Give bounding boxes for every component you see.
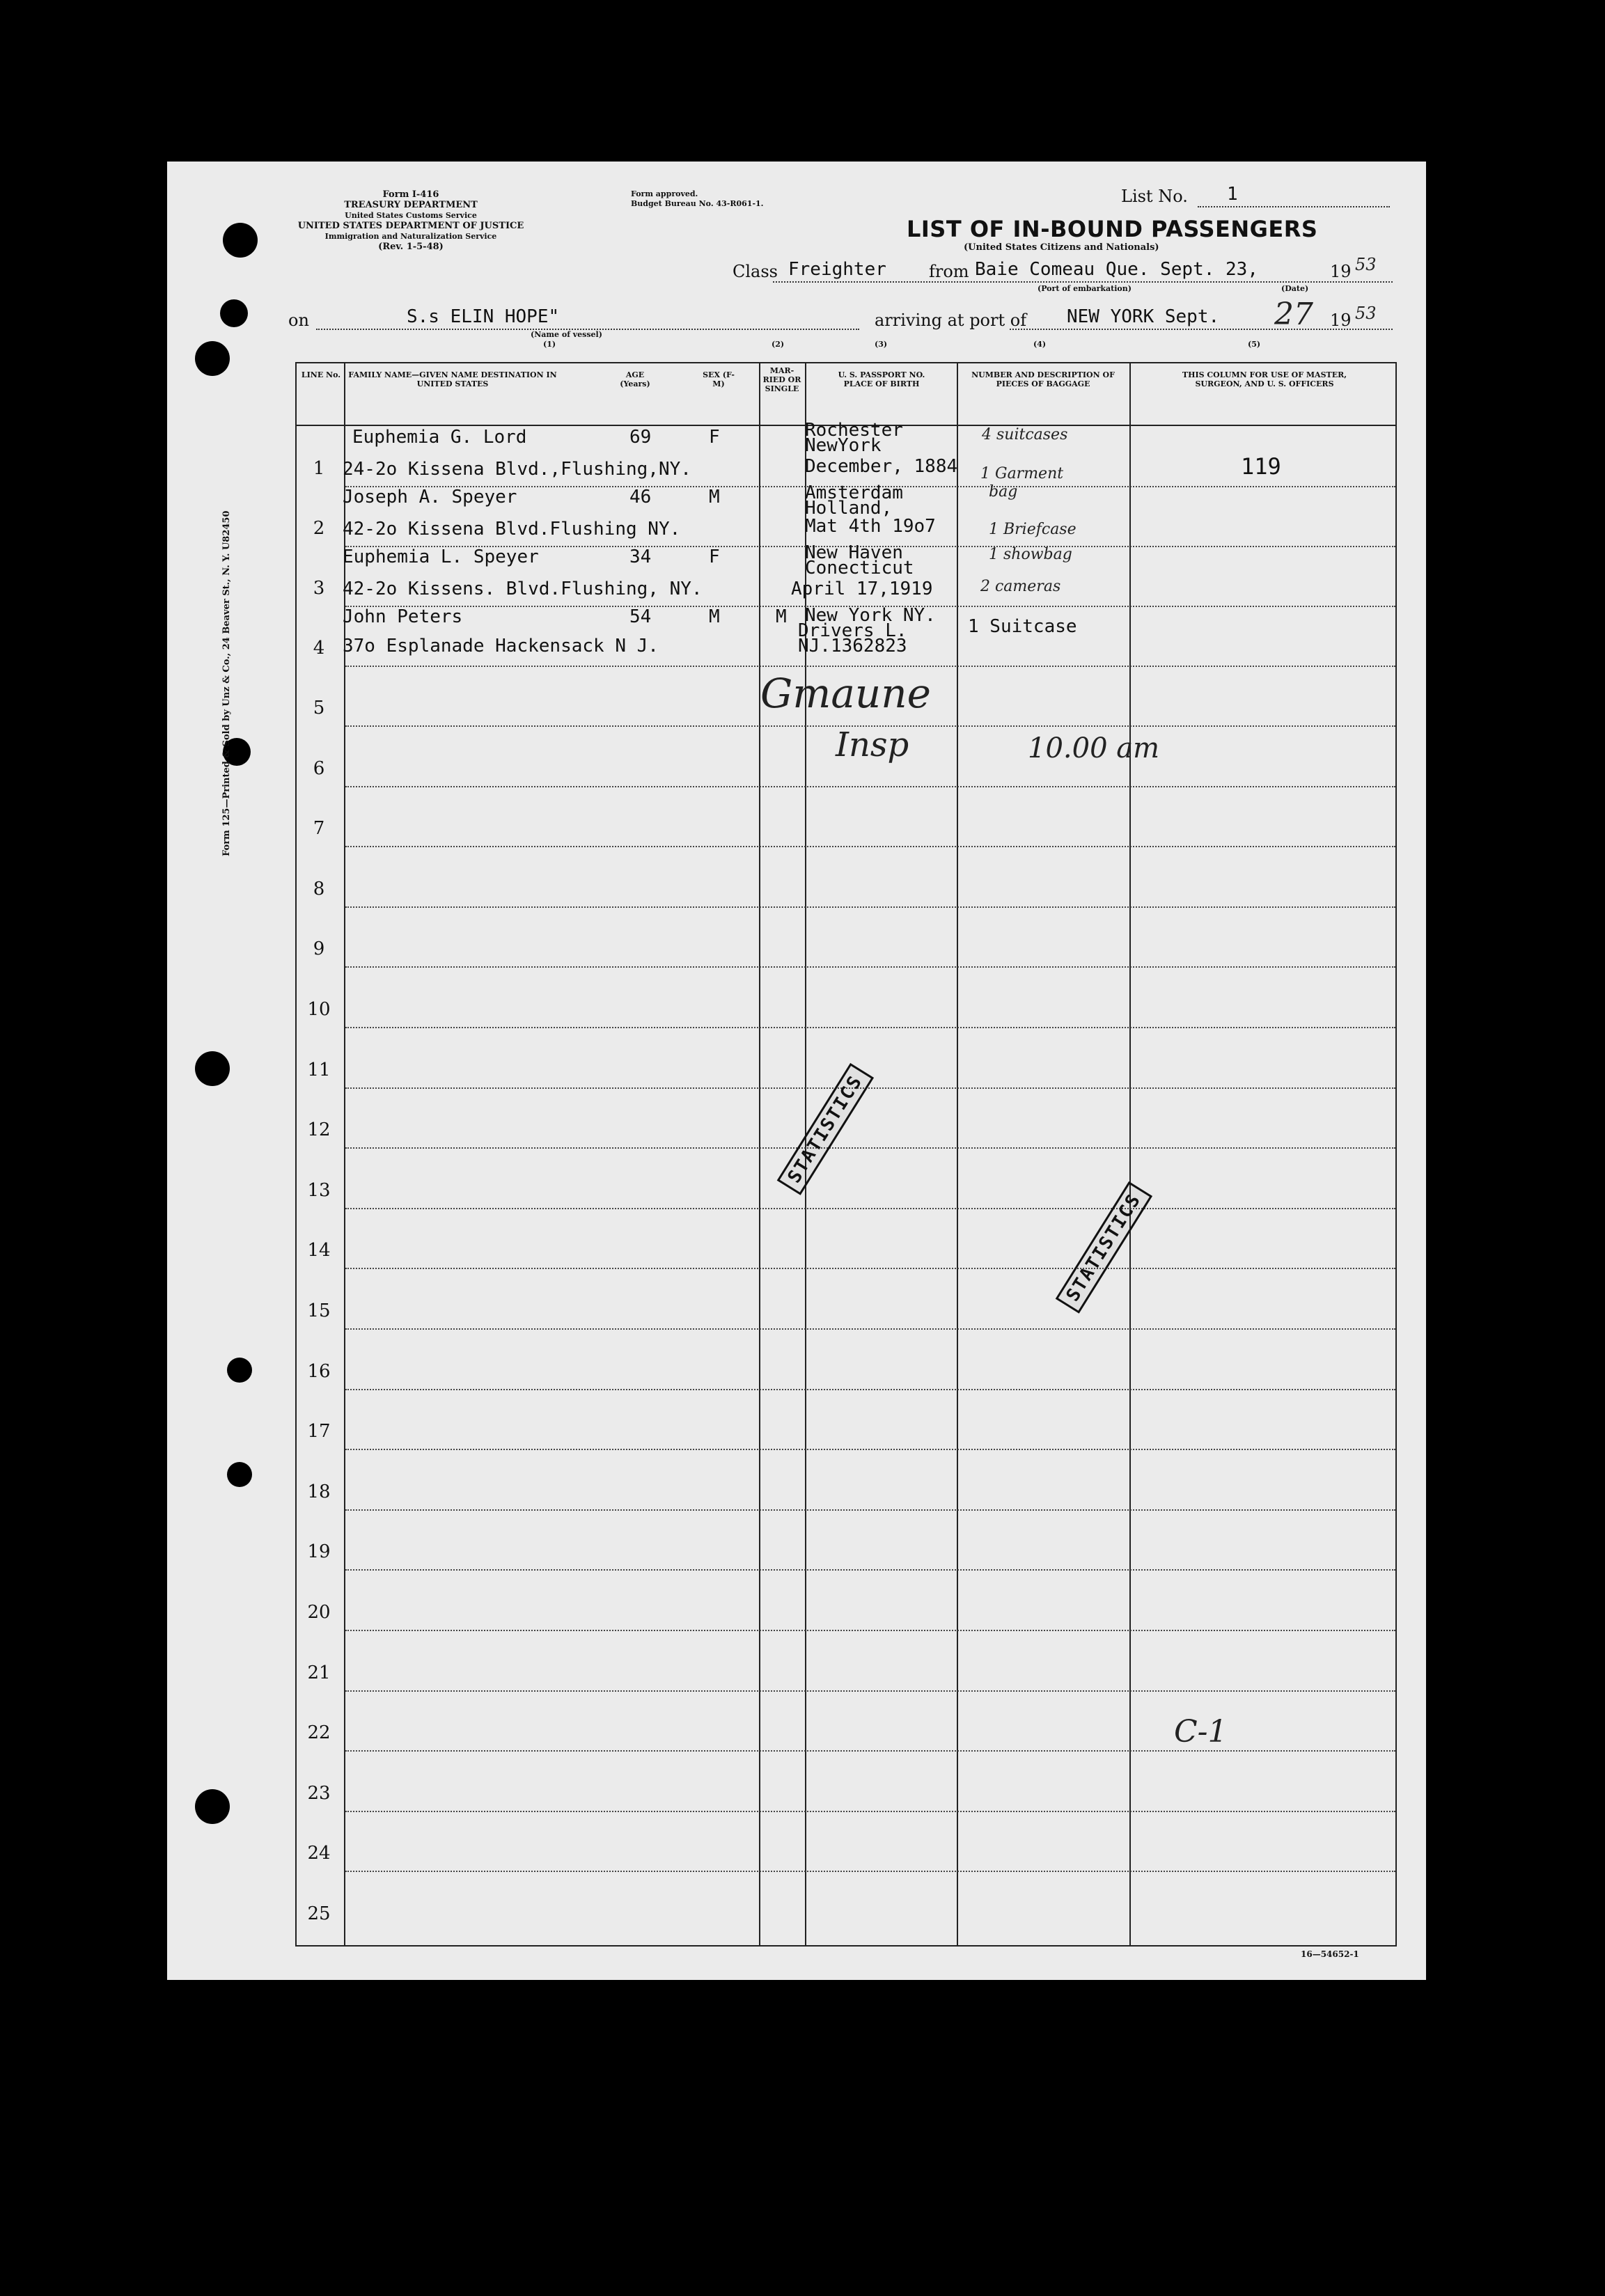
- class-line: [773, 281, 1393, 283]
- on-label: on: [288, 310, 309, 330]
- officer-number: 119: [1241, 453, 1281, 480]
- vessel-name: S.s ELIN HOPE": [407, 306, 560, 327]
- table-row: [297, 1570, 1395, 1630]
- table-row: [297, 482, 1395, 546]
- port-embark-caption: (Port of embarkation): [1038, 284, 1132, 293]
- birth-place-2: Holland,: [805, 498, 893, 519]
- birth-place: New Haven: [805, 542, 903, 563]
- row-number: 2: [313, 518, 325, 539]
- embarkation-value: Baie Comeau Que. Sept. 23,: [975, 259, 1258, 280]
- row-number: 9: [313, 938, 325, 960]
- class-label: Class: [733, 262, 778, 281]
- table-row: [297, 1690, 1395, 1750]
- from-label: from: [929, 262, 969, 281]
- passenger-name: Euphemia G. Lord: [352, 427, 527, 448]
- row-number: 17: [307, 1421, 331, 1442]
- row-number: 8: [313, 878, 325, 899]
- table-row: [297, 1329, 1395, 1389]
- baggage: 1 showbag: [989, 546, 1072, 563]
- birth-place: Rochester: [805, 420, 903, 441]
- passenger-age: 34: [629, 547, 652, 567]
- table-row: [297, 420, 1395, 486]
- row-number: 16: [307, 1360, 331, 1382]
- embark-year: 53: [1355, 255, 1377, 274]
- baggage-2: 1 Garment: [980, 465, 1064, 482]
- row-number: 25: [307, 1903, 331, 1924]
- passenger-sex: F: [709, 427, 720, 448]
- row-number: 10: [307, 999, 331, 1020]
- header-baggage: NUMBER AND DESCRIPTION OF PIECES OF BAGGAGE: [971, 370, 1115, 388]
- row-number: 23: [307, 1782, 331, 1804]
- binder-hole: [223, 223, 258, 258]
- table-row: [297, 1389, 1395, 1449]
- arrival-day: 27: [1274, 297, 1313, 332]
- row-number: 22: [307, 1722, 331, 1744]
- passenger-sex: M: [709, 487, 720, 508]
- baggage: 4 suitcases: [982, 426, 1068, 443]
- baggage: 1 Suitcase: [968, 616, 1077, 637]
- header-sex: SEX (F-M): [703, 370, 735, 388]
- table-row: [297, 1751, 1395, 1811]
- birth-place: New York NY.: [805, 605, 936, 626]
- row-number: 3: [313, 578, 325, 599]
- binder-hole: [227, 1462, 252, 1487]
- baggage-2: 2 cameras: [980, 578, 1061, 595]
- passenger-age: 54: [629, 606, 652, 627]
- list-number-line: [1198, 206, 1390, 207]
- table-row: [297, 1871, 1395, 1931]
- passenger-name: John Peters: [343, 606, 463, 627]
- table-row: [297, 967, 1395, 1027]
- baggage: bag: [989, 483, 1018, 501]
- table-row: [297, 1509, 1395, 1569]
- page-subtitle: (United States Citizens and Nationals): [964, 242, 1159, 253]
- passenger-age: 46: [629, 487, 652, 508]
- table-row: [297, 1208, 1395, 1268]
- birth-date: December, 1884: [805, 456, 958, 477]
- col-num-3: (3): [875, 340, 888, 349]
- handwritten-signature: Gmaune: [760, 670, 931, 717]
- passenger-address: 42-2o Kissens. Blvd.Flushing, NY.: [343, 579, 703, 599]
- table-row: [297, 1268, 1395, 1328]
- marital-status: M: [776, 606, 787, 627]
- arrival-port: NEW YORK Sept.: [1067, 306, 1220, 327]
- row-number: 4: [313, 638, 325, 659]
- passenger-address: 37o Esplanade Hackensack N J.: [343, 636, 659, 656]
- passenger-address: 42-2o Kissena Blvd.Flushing NY.: [343, 519, 681, 540]
- header-married: MAR-RIED OR SINGLE: [762, 366, 801, 393]
- table-row: [297, 906, 1395, 966]
- row-number: 5: [313, 698, 325, 718]
- table-row: [297, 1811, 1395, 1871]
- header-officers: THIS COLUMN FOR USE OF MASTER, SURGEON, AND U. S. OFFICERS: [1182, 370, 1347, 388]
- row-number: 12: [307, 1119, 331, 1141]
- row-number: 14: [307, 1240, 331, 1261]
- statistics-stamp: STATISTICS: [777, 1063, 874, 1195]
- passenger-name: Euphemia L. Speyer: [343, 547, 539, 567]
- arrival-year: 53: [1355, 304, 1377, 323]
- passenger-sex: F: [709, 547, 720, 567]
- birth-date: Mat 4th 19o7: [805, 516, 936, 537]
- birth-date: NJ.1362823: [798, 636, 907, 656]
- binder-hole: [195, 341, 230, 376]
- budget-approval: Form approved. Budget Bureau No. 43-R061-1.: [631, 189, 764, 208]
- list-number: 1: [1227, 184, 1238, 205]
- list-number-label: List No.: [1121, 187, 1188, 206]
- passenger-name: Joseph A. Speyer: [343, 487, 517, 508]
- row-number: 1: [313, 458, 325, 479]
- col-num-5: (5): [1248, 340, 1261, 349]
- binder-hole: [195, 1051, 230, 1086]
- vessel-caption-number: (1): [543, 340, 556, 349]
- class-value: Freighter: [788, 259, 886, 280]
- baggage-2: 1 Briefcase: [989, 521, 1076, 538]
- row-number: 18: [307, 1481, 331, 1502]
- table-row: [297, 1148, 1395, 1208]
- birth-place-2: Drivers L.: [798, 620, 907, 641]
- binder-hole: [195, 1789, 230, 1824]
- binder-hole: [227, 1358, 252, 1383]
- row-number: 20: [307, 1602, 331, 1623]
- row-number: 11: [307, 1059, 331, 1080]
- table-row: [297, 1449, 1395, 1509]
- handwritten-time: 10.00 am: [1028, 732, 1160, 764]
- passenger-age: 69: [629, 427, 652, 448]
- row-number: 15: [307, 1300, 331, 1321]
- row-number: 6: [313, 757, 325, 779]
- passenger-table: [295, 362, 1397, 1947]
- statistics-stamp: STATISTICS: [1056, 1181, 1152, 1314]
- header-name: FAMILY NAME—GIVEN NAME DESTINATION IN UNITED STATES: [348, 370, 557, 388]
- vessel-caption: (Name of vessel): [531, 330, 602, 339]
- table-row: [297, 786, 1395, 846]
- row-number: 19: [307, 1541, 331, 1563]
- page-title: LIST OF IN-BOUND PASSENGERS: [907, 216, 1318, 242]
- row-number: 21: [307, 1662, 331, 1683]
- col-num-4: (4): [1033, 340, 1047, 349]
- passenger-address: 24-2o Kissena Blvd.,Flushing,NY.: [343, 459, 691, 480]
- form-id-block: Form I-416 TREASURY DEPARTMENT United States Customs Service UNITED STATES DEPARTMENT OF JUSTICE Immigration and Naturalization Service (Rev. 1-5-48): [297, 189, 524, 252]
- printer-imprint: Form 125—Printed & Sold by Unz & Co., 24 Beaver St., N. Y. U82450: [221, 510, 232, 856]
- table-row: [297, 847, 1395, 906]
- row-number: 24: [307, 1843, 331, 1864]
- table-row: [297, 606, 1395, 666]
- passenger-sex: M: [709, 606, 720, 627]
- table-row: [297, 1630, 1395, 1690]
- header-line-no: LINE No.: [301, 370, 341, 379]
- header-passport: U. S. PASSPORT NO. PLACE OF BIRTH: [838, 370, 925, 388]
- arrival-year-prefix: 19: [1330, 310, 1352, 330]
- handwritten-code: C-1: [1174, 1714, 1228, 1749]
- arriving-label: arriving at port of: [875, 310, 1027, 330]
- row-number: 13: [307, 1179, 331, 1201]
- handwritten-insp: Insp: [836, 725, 909, 764]
- birth-place: Amsterdam: [805, 482, 903, 503]
- table-row: [297, 542, 1395, 606]
- birth-place-2: NewYork: [805, 435, 882, 456]
- header-age: AGE (Years): [620, 370, 650, 388]
- form-footer-number: 16—54652-1: [1301, 1949, 1359, 1959]
- row-number: 7: [313, 818, 325, 840]
- col-num-2: (2): [772, 340, 785, 349]
- date-caption: (Date): [1281, 284, 1309, 293]
- birth-date: April 17,1919: [791, 579, 933, 599]
- birth-place-2: Conecticut: [805, 558, 914, 579]
- binder-hole: [220, 299, 248, 327]
- embark-year-prefix: 19: [1330, 262, 1352, 281]
